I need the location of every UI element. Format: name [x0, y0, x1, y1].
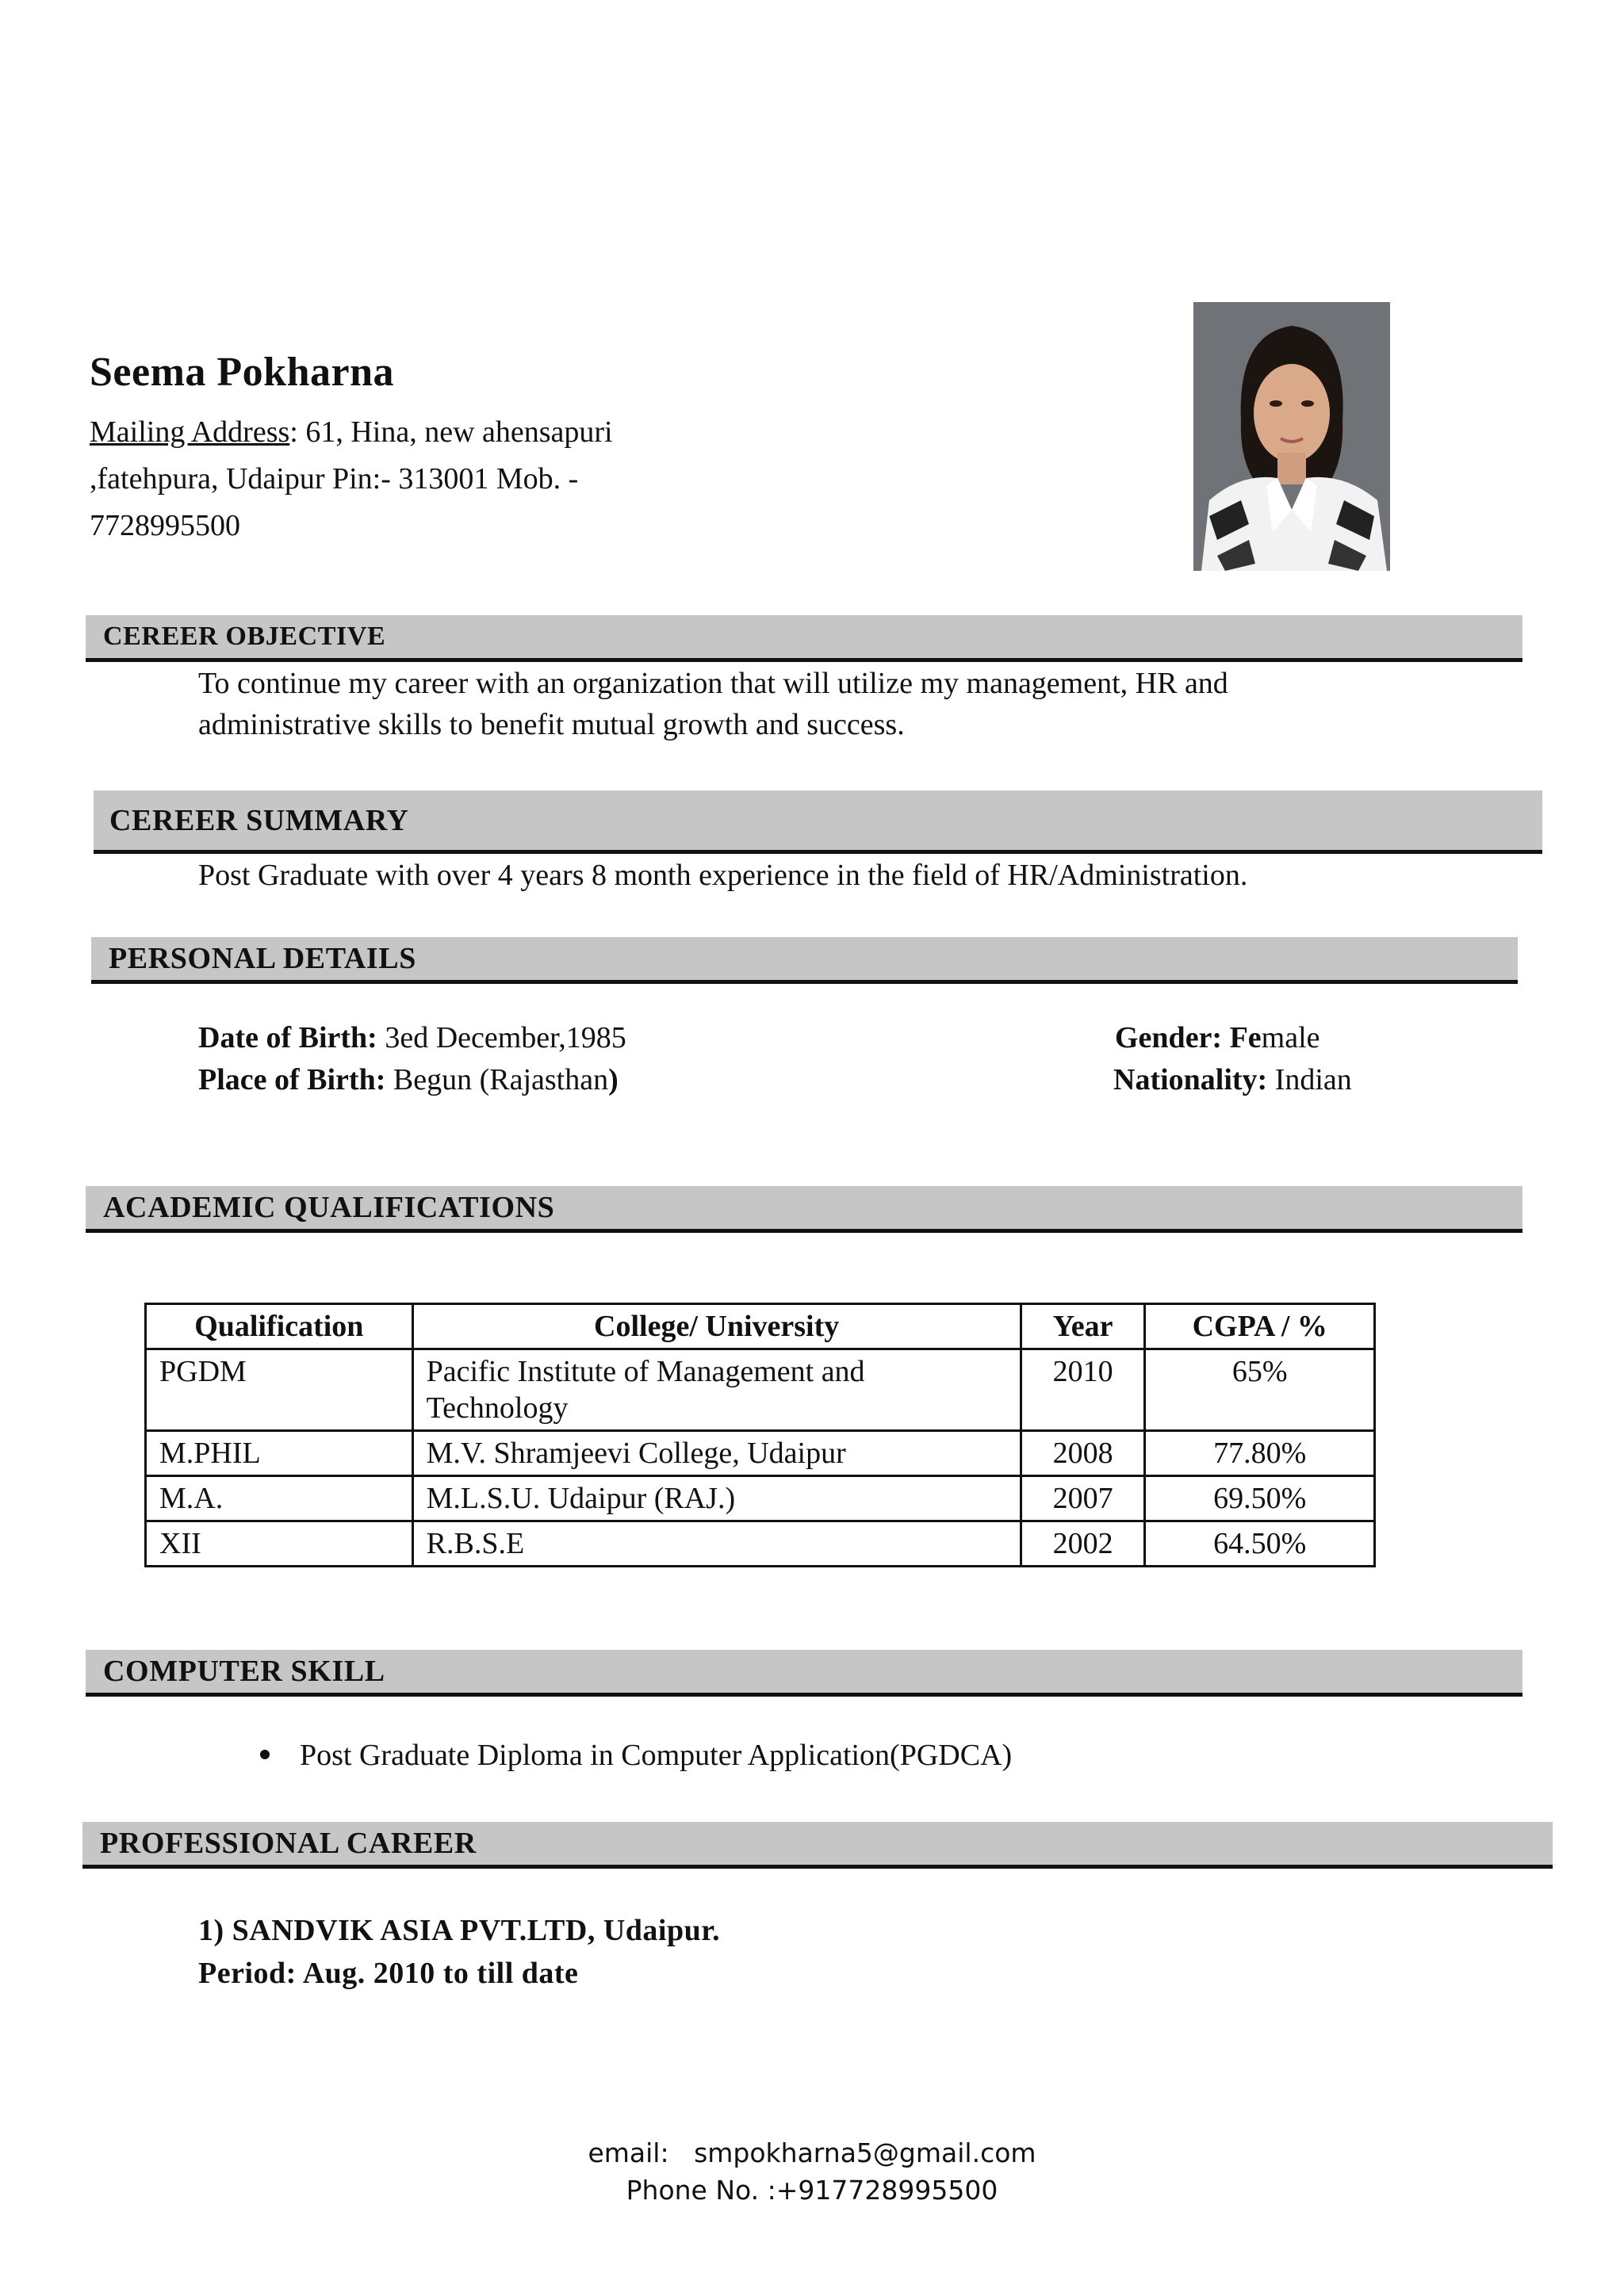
cell-year: 2008: [1021, 1431, 1145, 1476]
nationality-value: Indian: [1267, 1063, 1352, 1096]
pob-value: Begun (Rajasthan: [385, 1063, 609, 1096]
profile-photo: [1193, 302, 1390, 571]
cell-cgpa: 65%: [1145, 1349, 1375, 1431]
gender-label: Gender:: [1115, 1021, 1230, 1054]
address-label: Mailing Address: [90, 415, 290, 449]
dob-label: Date of Birth:: [198, 1021, 377, 1054]
section-header-summary: CEREER SUMMARY: [94, 790, 1542, 854]
dob-value: 3ed December,1985: [377, 1021, 626, 1054]
section-header-computer: COMPUTER SKILL: [86, 1650, 1522, 1697]
cell-college: Pacific Institute of Management and Technology: [412, 1349, 1021, 1431]
email-label: email:: [588, 2137, 669, 2168]
computer-skill-text: Post Graduate Diploma in Computer Application(PGDCA): [300, 1739, 1013, 1772]
cell-college: R.B.S.E: [412, 1521, 1021, 1567]
objective-line-2: administrative skills to benefit mutual growth and success.: [198, 708, 905, 741]
objective-line-1: To continue my career with an organization that will utilize my management, HR and: [198, 667, 1228, 700]
candidate-name: Seema Pokharna: [90, 350, 394, 395]
summary-text: Post Graduate with over 4 years 8 month experience in the field of HR/Administration.: [198, 859, 1248, 892]
footer-email: [0, 2137, 1624, 2168]
objective-text: [198, 663, 1228, 745]
table-header-row: [146, 1304, 1375, 1349]
cell-college: M.V. Shramjeevi College, Udaipur: [412, 1431, 1021, 1476]
section-header-objective: CEREER OBJECTIVE: [86, 615, 1522, 662]
header-year: Year: [1021, 1304, 1145, 1349]
nationality-row: [1113, 1062, 1352, 1097]
career-company: 1) SANDVIK ASIA PVT.LTD, Udaipur.: [198, 1914, 721, 1947]
phone-label: Phone No. :: [626, 2175, 776, 2206]
gender-row: [1115, 1020, 1320, 1055]
address-line-1: : 61, Hina, new ahensapuri: [289, 415, 613, 449]
dob-row: [198, 1020, 626, 1055]
cell-cgpa: 64.50%: [1145, 1521, 1375, 1567]
address-line-3: 7728995500: [90, 509, 240, 542]
bullet-icon: [260, 1750, 270, 1759]
career-period: Period: Aug. 2010 to till date: [198, 1957, 579, 1990]
cell-cgpa: 77.80%: [1145, 1431, 1375, 1476]
nationality-label: Nationality:: [1113, 1063, 1268, 1096]
cell-college: M.L.S.U. Udaipur (RAJ.): [412, 1476, 1021, 1521]
pob-label: Place of Birth:: [198, 1063, 386, 1096]
mailing-address: [90, 409, 692, 549]
table-row: [146, 1349, 1375, 1431]
gender-value-bold: Fe: [1229, 1021, 1262, 1054]
section-header-academic: ACADEMIC QUALIFICATIONS: [86, 1186, 1522, 1233]
footer-phone: [0, 2175, 1624, 2206]
address-line-2: ,fatehpura, Udaipur Pin:- 313001 Mob. -: [90, 462, 579, 496]
table-row: [146, 1521, 1375, 1567]
section-header-personal: PERSONAL DETAILS: [91, 937, 1518, 984]
cell-qualification: M.A.: [146, 1476, 413, 1521]
table-row: [146, 1476, 1375, 1521]
academic-table: [144, 1303, 1376, 1567]
cell-year: 2010: [1021, 1349, 1145, 1431]
pob-row: [198, 1062, 619, 1097]
list-item: [260, 1738, 1012, 1773]
table-row: [146, 1431, 1375, 1476]
cell-qualification: PGDM: [146, 1349, 413, 1431]
header-cgpa: CGPA / %: [1145, 1304, 1375, 1349]
cell-cgpa: 69.50%: [1145, 1476, 1375, 1521]
cell-qualification: M.PHIL: [146, 1431, 413, 1476]
pob-close: ): [608, 1063, 619, 1096]
section-header-career: PROFESSIONAL CAREER: [82, 1822, 1553, 1869]
header-college: College/ University: [412, 1304, 1021, 1349]
career-entry: [198, 1909, 720, 1995]
cell-year: 2002: [1021, 1521, 1145, 1567]
cell-qualification: XII: [146, 1521, 413, 1567]
gender-value: male: [1261, 1021, 1320, 1054]
phone-number: +917728995500: [776, 2175, 998, 2206]
cell-year: 2007: [1021, 1476, 1145, 1521]
email-link[interactable]: smpokharna5@gmail.com: [694, 2137, 1036, 2168]
header-qualification: Qualification: [146, 1304, 413, 1349]
